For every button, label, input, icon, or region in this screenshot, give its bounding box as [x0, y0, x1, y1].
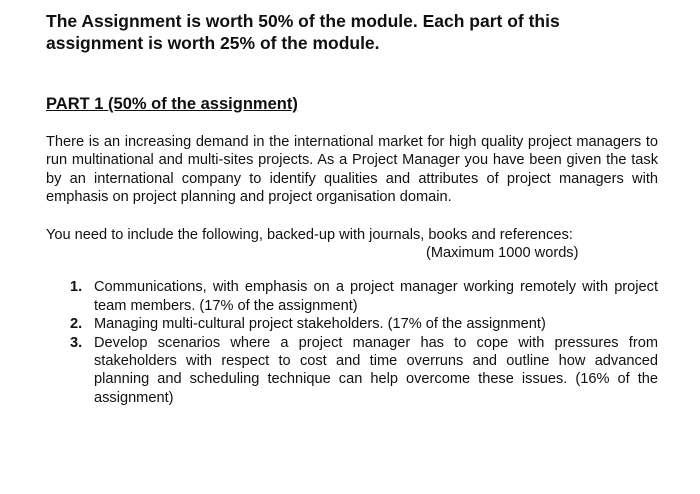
task-list: [46, 278, 658, 407]
word-limit: (Maximum 1000 words): [426, 245, 579, 262]
requirement-line: You need to include the following, backed-up with journals, books and references:: [46, 226, 573, 243]
assignment-heading: The Assignment is worth 50% of the module. Each part of this assignment is worth 25% of the module.: [46, 11, 560, 53]
assignment-document: [46, 10, 658, 407]
list-item-number: 1.: [70, 279, 83, 296]
intro-paragraph: There is an increasing demand in the international market for high quality project managers to run multinational and multi-sites projects. As a Project Manager you have been given the task by an international company to identify qualities and attributes of project managers with emphasis on project planning and project organisation domain.: [46, 134, 658, 206]
list-item: [70, 334, 658, 408]
part-title: PART 1 (50% of the assignment): [46, 95, 298, 113]
list-item-text: Communications, with emphasis on a project manager working remotely with project team members. (17% of the assignment): [94, 279, 658, 314]
list-item-text: Develop scenarios where a project manager has to cope with pressures from stakeholders with respect to cost and time overruns and outline how advanced planning and scheduling technique can help overcome these issues. (16% of the assignment): [94, 334, 658, 406]
list-item-number: 3.: [70, 334, 83, 351]
list-item: [70, 278, 658, 315]
list-item-number: 2.: [70, 316, 83, 333]
list-item: [70, 315, 658, 333]
list-item-text: Managing multi-cultural project stakeholders. (17% of the assignment): [94, 316, 546, 333]
